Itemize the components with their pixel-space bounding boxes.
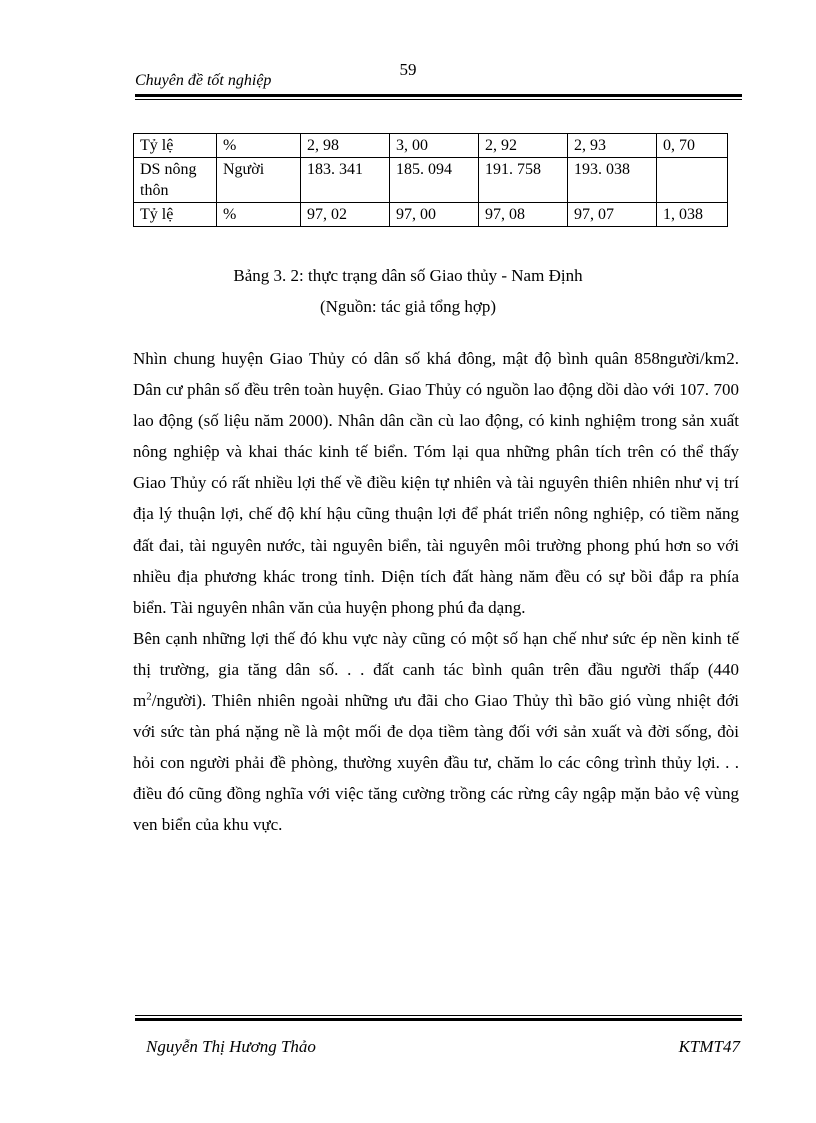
footer-rule-thick	[135, 1018, 742, 1021]
table-row	[134, 203, 728, 227]
paragraph-part: /người). Thiên nhiên ngoài những ưu đãi cho Giao Thủy thì bão gió vùng nhiệt đới với sức tàn phá nặng nề là một mối đe dọa tiềm tàng đối với sản xuất và đời sống, đòi hỏi con người phải đề phòng, thường xuyên đầu tư, chăm lo các công trình thủy lợi. . . điều đó cũng đồng nghĩa với việc tăng cường trồng các rừng cây ngập mặn bảo vệ vùng ven biển của khu vực.	[133, 691, 739, 835]
table-row	[134, 158, 728, 203]
table-cell: 97, 07	[568, 203, 657, 227]
table-cell: Tỷ lệ	[134, 203, 217, 227]
table-cell: 97, 00	[390, 203, 479, 227]
table-cell: DS nông thôn	[134, 158, 217, 203]
footer-rule-thin	[135, 1015, 742, 1016]
page-number: 59	[399, 60, 417, 79]
table-source: (Nguồn: tác giả tổng hợp)	[319, 297, 497, 316]
header-rule-thick	[135, 94, 742, 97]
table-cell: 183. 341	[301, 158, 390, 203]
footer-author: Nguyễn Thị Hương Thảo	[146, 1037, 316, 1056]
table-cell: 97, 02	[301, 203, 390, 227]
body-text	[133, 343, 739, 841]
header-title: Chuyên đề tốt nghiệp	[135, 72, 272, 89]
table-cell: 97, 08	[479, 203, 568, 227]
table-row	[134, 134, 728, 158]
table-cell: 0, 70	[657, 134, 728, 158]
population-table	[133, 133, 728, 227]
paragraph	[133, 623, 739, 841]
table-caption: Bảng 3. 2: thực trạng dân số Giao thủy - Nam Định	[233, 266, 583, 285]
paragraph-part: Bên cạnh những lợi thế đó khu vực này cũng có một số hạn chế như sức ép nền kinh tế thị trường, gia tăng dân số. . . đất canh tác bình quân trên đầu người thấp (440 m	[133, 628, 739, 711]
table-cell: 193. 038	[568, 158, 657, 203]
table-cell: %	[217, 203, 301, 227]
table-cell: %	[217, 134, 301, 158]
table-cell	[657, 158, 728, 203]
table-cell: Tỷ lệ	[134, 134, 217, 158]
superscript: 2	[146, 690, 152, 703]
table-cell: Người	[217, 158, 301, 203]
table-cell: 185. 094	[390, 158, 479, 203]
table-cell: 2, 93	[568, 134, 657, 158]
paragraph: Nhìn chung huyện Giao Thủy có dân số khá đông, mật độ bình quân 858người/km2. Dân cư phân số đều trên toàn huyện. Giao Thủy có nguồn lao động dồi dào với 107. 700 lao động (số liệu năm 2000). Nhân dân cần cù lao động, có kinh nghiệm trong sản xuất nông nghiệp và khai thác kinh tế biển. Tóm lại qua những phân tích trên có thể thấy Giao Thủy có rất nhiều lợi thế về điều kiện tự nhiên và tài nguyên thiên nhiên như vị trí địa lý thuận lợi, chế độ khí hậu cũng thuận lợi để phát triển nông nghiệp, có tiềm năng đất đai, tài nguyên nước, tài nguyên biển, tài nguyên môi trường phong phú hơn so với nhiều địa phương khác trong tỉnh. Diện tích đất hàng năm đều có sự bồi đắp ra phía biển. Tài nguyên nhân văn của huyện phong phú đa dạng.	[133, 349, 739, 617]
table-cell: 2, 98	[301, 134, 390, 158]
header-rule-thin	[135, 99, 742, 100]
footer-code: KTMT47	[678, 1037, 740, 1056]
table-cell: 3, 00	[390, 134, 479, 158]
table-cell: 1, 038	[657, 203, 728, 227]
table-cell: 191. 758	[479, 158, 568, 203]
table-cell: 2, 92	[479, 134, 568, 158]
